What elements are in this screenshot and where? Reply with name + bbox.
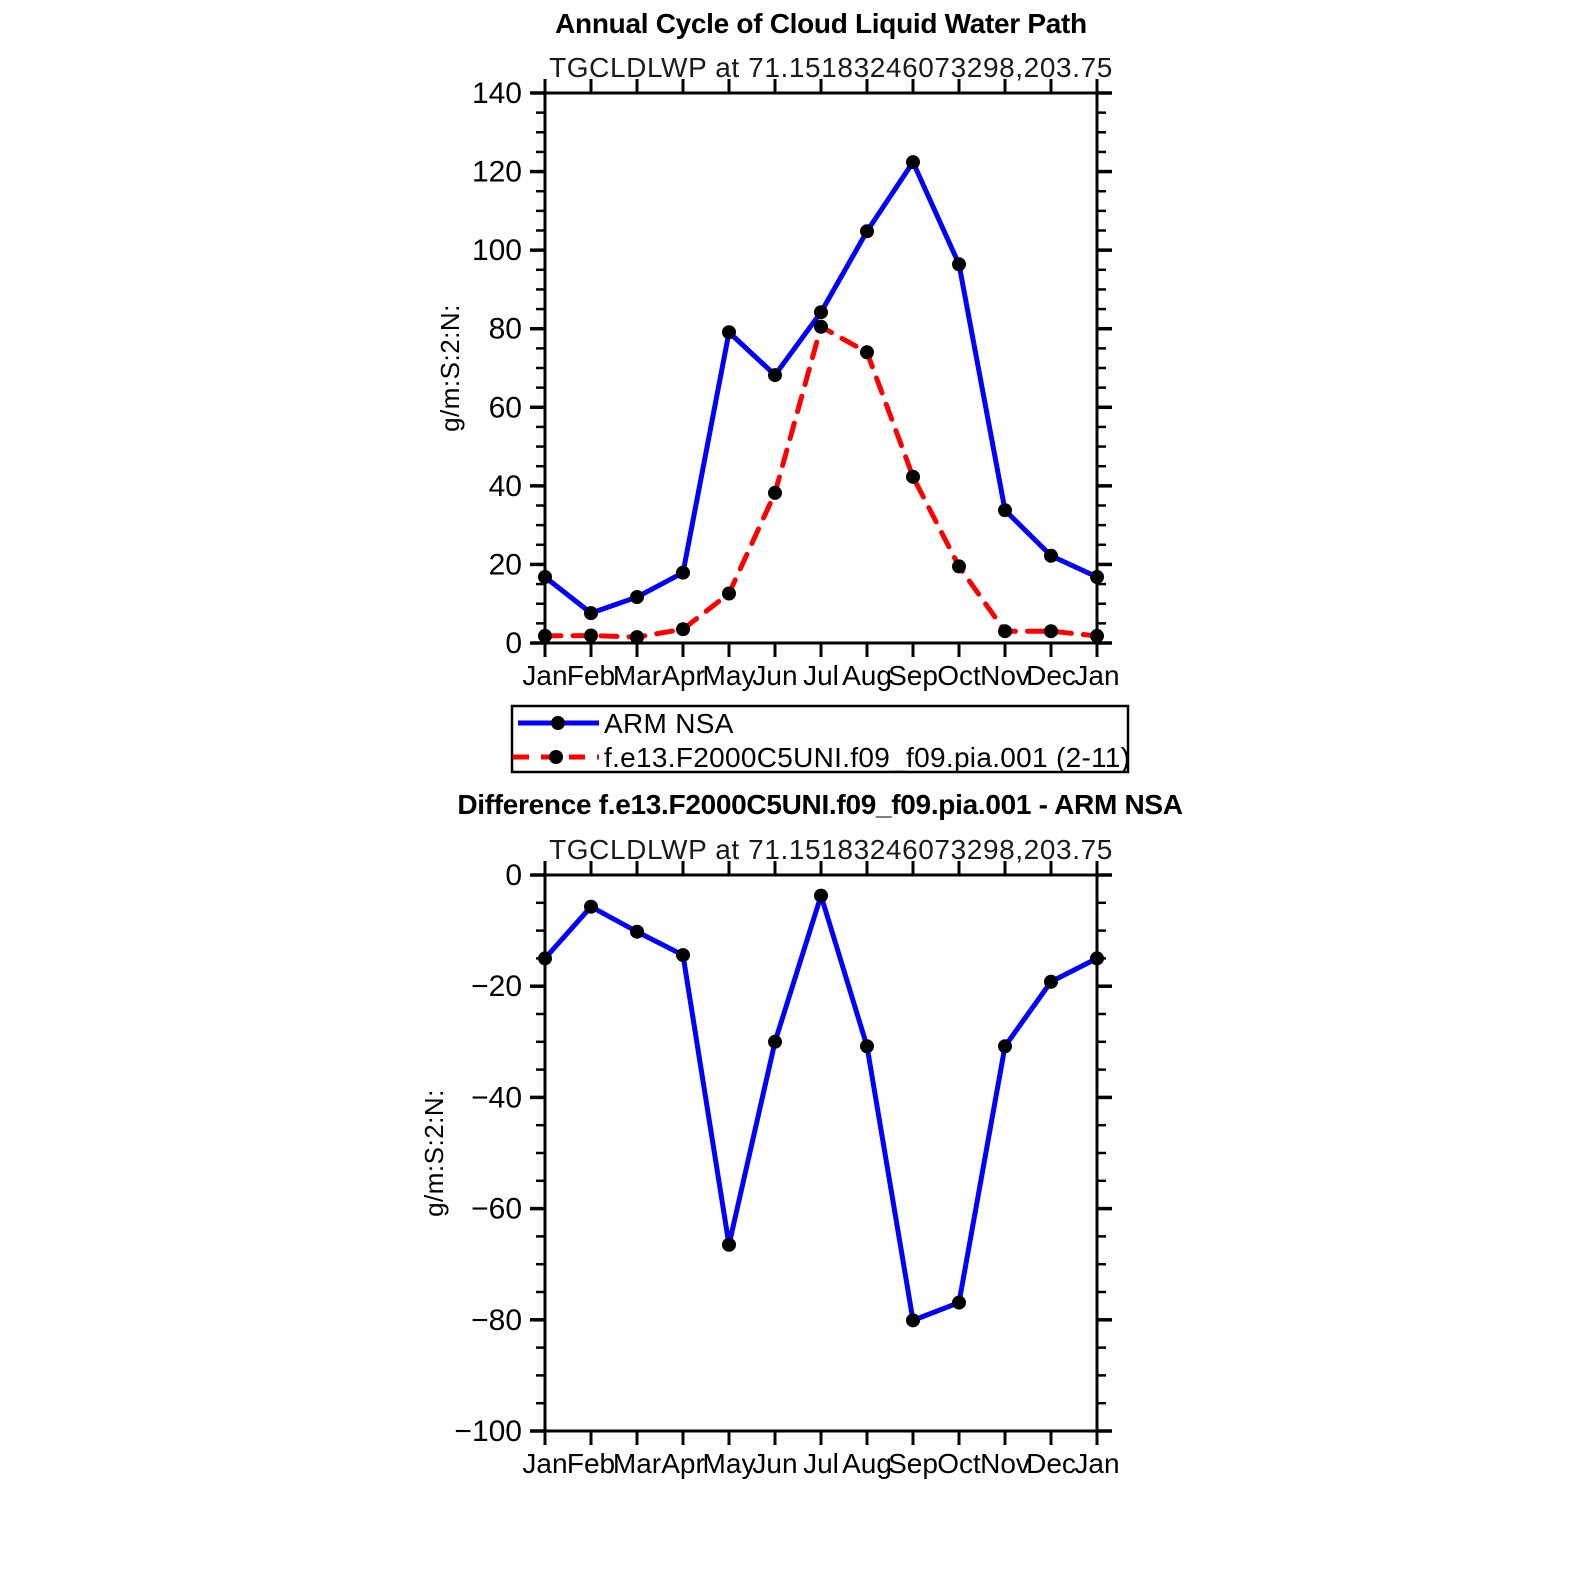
y-tick-label: 0	[505, 627, 522, 660]
x-tick-label: Jan	[522, 660, 568, 691]
data-point-marker	[1044, 975, 1058, 989]
bottom-chart-plot	[454, 859, 1119, 1479]
data-point-marker	[538, 570, 552, 584]
data-point-marker	[906, 1313, 920, 1327]
x-tick-label: Dec	[1026, 660, 1076, 691]
data-point-marker	[906, 470, 920, 484]
x-tick-label: Oct	[937, 660, 981, 691]
legend-marker-arm-nsa	[551, 716, 565, 730]
series-line-f-e13-f2000c5uni-f09-f09-pia-001-2-11-	[545, 327, 1097, 637]
data-point-marker	[584, 629, 598, 643]
data-point-marker	[1044, 549, 1058, 563]
x-tick-label: Mar	[612, 1448, 662, 1479]
series-line-arm-nsa	[545, 162, 1097, 613]
data-point-marker	[630, 630, 644, 644]
y-tick-label: 80	[488, 312, 522, 346]
data-point-marker	[998, 1039, 1012, 1053]
plot-frame	[545, 875, 1097, 1431]
x-tick-label: Nov	[980, 1448, 1030, 1479]
y-tick-label: 60	[488, 391, 522, 425]
y-tick-label: −20	[471, 970, 522, 1004]
data-point-marker	[584, 606, 598, 620]
x-tick-label: Jun	[752, 1448, 798, 1479]
y-tick-label: −100	[454, 1415, 522, 1448]
data-point-marker	[860, 224, 874, 238]
y-tick-label: 40	[488, 469, 522, 503]
x-tick-label: Jul	[803, 660, 839, 691]
x-tick-label: Feb	[566, 660, 616, 691]
y-tick-label: 120	[471, 155, 522, 189]
data-point-marker	[1090, 570, 1104, 584]
x-tick-label: Jun	[752, 660, 798, 691]
x-tick-label: Sep	[888, 1448, 938, 1479]
data-point-marker	[676, 948, 690, 962]
x-tick-label: Aug	[842, 1448, 892, 1479]
bottom-chart-title: Difference f.e13.F2000C5UNI.f09_f09.pia.001 - ARM NSA	[457, 789, 1183, 820]
y-tick-label: 0	[505, 859, 522, 892]
data-point-marker	[676, 622, 690, 636]
data-point-marker	[676, 566, 690, 580]
data-point-marker	[1044, 624, 1058, 638]
y-tick-label: 100	[471, 234, 522, 268]
data-point-marker	[814, 320, 828, 334]
data-point-marker	[768, 1035, 782, 1049]
legend-marker-model	[549, 750, 563, 764]
x-tick-label: Aug	[842, 660, 892, 691]
data-point-marker	[952, 559, 966, 573]
top-chart-y-axis-title: g/m:S:2:N:	[435, 304, 465, 432]
data-point-marker	[998, 503, 1012, 517]
bottom-chart-y-axis-title: g/m:S:2:N:	[419, 1089, 449, 1217]
x-tick-label: Jul	[803, 1448, 839, 1479]
data-point-marker	[768, 368, 782, 382]
series-line-difference	[545, 896, 1097, 1321]
data-point-marker	[538, 951, 552, 965]
bottom-chart-subtitle: TGCLDLWP at 71.15183246073298,203.75	[549, 834, 1113, 865]
data-point-marker	[584, 900, 598, 914]
legend	[512, 706, 1130, 773]
data-point-marker	[1090, 629, 1104, 643]
data-point-marker	[814, 889, 828, 903]
data-point-marker	[952, 1296, 966, 1310]
top-chart-subtitle: TGCLDLWP at 71.15183246073298,203.75	[549, 52, 1113, 83]
top-chart-title: Annual Cycle of Cloud Liquid Water Path	[555, 8, 1087, 39]
data-point-marker	[538, 629, 552, 643]
y-tick-label: 20	[488, 548, 522, 582]
data-point-marker	[906, 155, 920, 169]
x-tick-label: Mar	[612, 660, 662, 691]
legend-label-model: f.e13.F2000C5UNI.f09_f09.pia.001 (2-11)	[604, 742, 1131, 773]
x-tick-label: May	[702, 1448, 756, 1479]
x-tick-label: Nov	[980, 660, 1030, 691]
y-tick-label: −60	[471, 1192, 522, 1226]
data-point-marker	[860, 1039, 874, 1053]
x-tick-label: Apr	[661, 1448, 705, 1479]
x-tick-label: Jan	[1074, 1448, 1120, 1479]
data-point-marker	[630, 925, 644, 939]
data-point-marker	[722, 325, 736, 339]
x-tick-label: Oct	[937, 1448, 981, 1479]
data-point-marker	[814, 305, 828, 319]
data-point-marker	[952, 257, 966, 271]
plot-frame	[545, 93, 1097, 643]
y-tick-label: −40	[471, 1081, 522, 1115]
legend-label-arm-nsa: ARM NSA	[604, 708, 734, 739]
data-point-marker	[860, 345, 874, 359]
x-tick-label: Feb	[566, 1448, 616, 1479]
data-point-marker	[998, 624, 1012, 638]
data-point-marker	[630, 590, 644, 604]
x-tick-label: Jan	[1074, 660, 1120, 691]
data-point-marker	[722, 1238, 736, 1252]
y-tick-label: 140	[471, 77, 522, 110]
data-point-marker	[768, 486, 782, 500]
top-chart-plot	[472, 77, 1120, 691]
y-tick-label: −80	[471, 1303, 522, 1337]
data-point-marker	[722, 587, 736, 601]
x-tick-label: May	[702, 660, 756, 691]
data-point-marker	[1090, 951, 1104, 965]
x-tick-label: Dec	[1026, 1448, 1076, 1479]
x-tick-label: Sep	[888, 660, 938, 691]
x-tick-label: Jan	[522, 1448, 568, 1479]
x-tick-label: Apr	[661, 660, 705, 691]
